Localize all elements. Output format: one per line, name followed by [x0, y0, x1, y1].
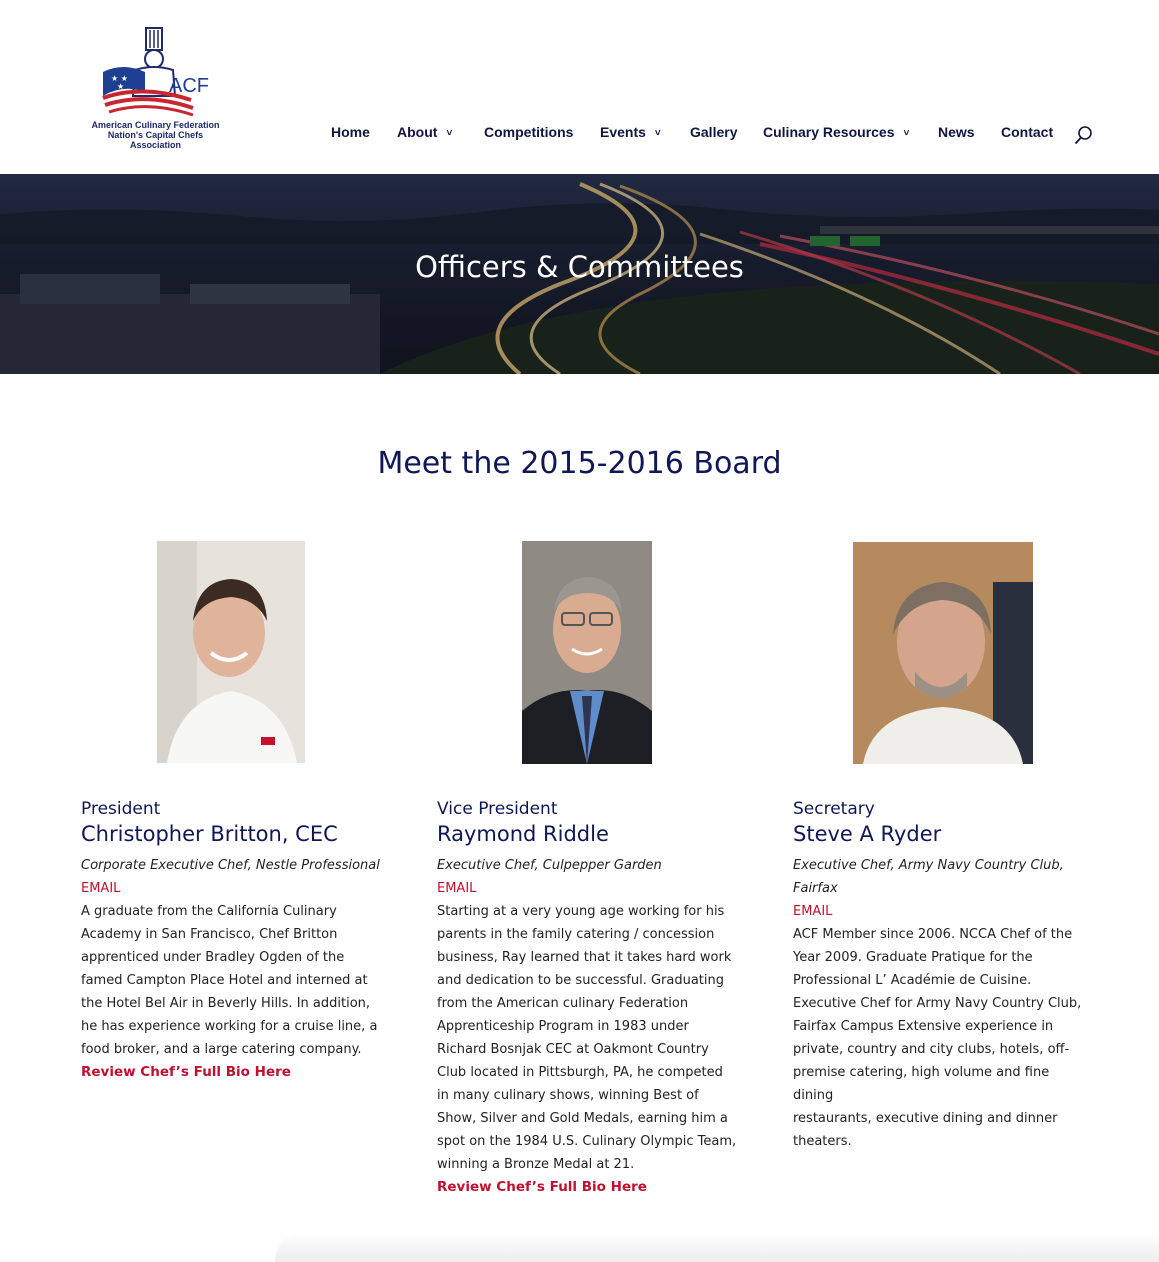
member-role: Secretary — [793, 799, 875, 819]
bio-line: spot on the 1984 U.S. Culinary Olympic Team, — [437, 1134, 737, 1149]
bio-line: Show, Silver and Gold Medals, earning him a — [437, 1111, 728, 1126]
member-bio — [437, 900, 737, 1176]
bio-line: business, Ray learned that it takes hard work — [437, 950, 732, 965]
member-title: Corporate Executive Chef, Nestle Professional — [81, 858, 380, 873]
bio-line: Fairfax Campus Extensive experience in — [793, 1019, 1054, 1034]
bio-line: Richard Bosnjak CEC at Oakmont Country — [437, 1042, 709, 1057]
bio-line: in many culinary shows, winning Best of — [437, 1088, 699, 1103]
bio-line: famed Campton Place Hotel and interned at — [81, 973, 368, 988]
member-name: Steve A Ryder — [793, 822, 942, 846]
full-bio-link[interactable]: Review Chef’s Full Bio Here — [81, 1064, 291, 1080]
member-title: Executive Chef, Culpepper Garden — [437, 858, 662, 873]
bio-line: Professional L’ Académie de Cuisine. — [793, 973, 1032, 988]
bio-line: Apprenticeship Program in 1983 under — [437, 1019, 689, 1034]
email-link[interactable]: EMAIL — [793, 904, 833, 919]
member-title: Executive Chef, Army Navy Country Club, Fairfax — [793, 858, 1064, 896]
nav-news[interactable]: News — [938, 124, 975, 140]
logo-caption-line2: Nation's Capital Chefs Association — [107, 130, 204, 150]
svg-text:★: ★ — [117, 82, 125, 91]
nav-about[interactable]: About ˅ — [397, 124, 453, 140]
bio-line: A graduate from the California Culinary — [81, 904, 337, 919]
bio-line: food broker, and a large catering company. — [81, 1042, 362, 1057]
nav-competitions[interactable]: Competitions — [484, 124, 574, 140]
bio-line: premise catering, high volume and fine dining — [793, 1065, 1050, 1103]
bio-line: restaurants, executive dining and dinner — [793, 1111, 1058, 1126]
member-bio — [81, 900, 381, 1061]
bio-line: Academy in San Francisco, Chef Britton — [81, 927, 338, 942]
bio-line: winning a Bronze Medal at 21. — [437, 1157, 635, 1172]
email-link[interactable]: EMAIL — [81, 881, 121, 896]
hero-banner — [0, 174, 1159, 374]
bio-line: apprenticed under Bradley Ogden of the — [81, 950, 345, 965]
board-member-president — [81, 797, 381, 1084]
acf-logo[interactable] — [83, 26, 228, 150]
svg-text:ACF: ACF — [169, 75, 209, 97]
search-icon[interactable] — [1073, 124, 1095, 146]
member-role: Vice President — [437, 799, 558, 819]
bio-line: ACF Member since 2006. NCCA Chef of the — [793, 927, 1073, 942]
acf-emblem-icon — [83, 26, 228, 118]
bio-line: Starting at a very young age working for his — [437, 904, 725, 919]
bio-line: private, country and city clubs, hotels, off- — [793, 1042, 1070, 1057]
page-title: Officers & Committees — [415, 250, 744, 284]
portrait-steve-ryder — [853, 542, 1033, 764]
logo-caption — [83, 120, 228, 150]
chevron-down-icon: ˅ — [654, 128, 661, 139]
bio-line: and dedication to be successful. Graduating — [437, 973, 725, 988]
bio-line: Year 2009. Graduate Pratique for the — [793, 950, 1033, 965]
board-member-vice-president — [437, 797, 737, 1199]
bio-line: Executive Chef for Army Navy Country Club, — [793, 996, 1082, 1011]
member-name: Christopher Britton, CEC — [81, 822, 338, 846]
member-name: Raymond Riddle — [437, 822, 609, 846]
member-role: President — [81, 799, 161, 819]
portrait-raymond-riddle — [522, 541, 652, 764]
chevron-down-icon: ˅ — [903, 128, 910, 139]
bio-line: he has experience working for a cruise line, a — [81, 1019, 378, 1034]
board-member-secretary — [793, 797, 1093, 1153]
member-bio — [793, 923, 1093, 1153]
portrait-christopher-britton — [157, 541, 305, 763]
bio-line: theaters. — [793, 1134, 852, 1149]
bio-line: from the American culinary Federation — [437, 996, 689, 1011]
board-heading: Meet the 2015-2016 Board — [377, 446, 782, 481]
nav-events[interactable]: Events ˅ — [600, 124, 661, 140]
bio-line: Club located in Pittsburgh, PA, he competed — [437, 1065, 723, 1080]
logo-caption-line1: American Culinary Federation — [91, 120, 220, 130]
nav-culinary-resources[interactable]: Culinary Resources ˅ — [763, 124, 910, 140]
site-header — [0, 0, 1159, 174]
nav-contact[interactable]: Contact — [1001, 124, 1054, 140]
nav-home[interactable]: Home — [331, 124, 370, 140]
bio-line: parents in the family catering / concession — [437, 927, 715, 942]
section-divider — [275, 1232, 1159, 1262]
svg-text:★ ★: ★ ★ — [111, 74, 128, 83]
full-bio-link[interactable]: Review Chef’s Full Bio Here — [437, 1179, 647, 1195]
bio-line: the Hotel Bel Air in Beverly Hills. In addition, — [81, 996, 371, 1011]
nav-gallery[interactable]: Gallery — [690, 124, 738, 140]
chevron-down-icon: ˅ — [446, 128, 453, 139]
email-link[interactable]: EMAIL — [437, 881, 477, 896]
